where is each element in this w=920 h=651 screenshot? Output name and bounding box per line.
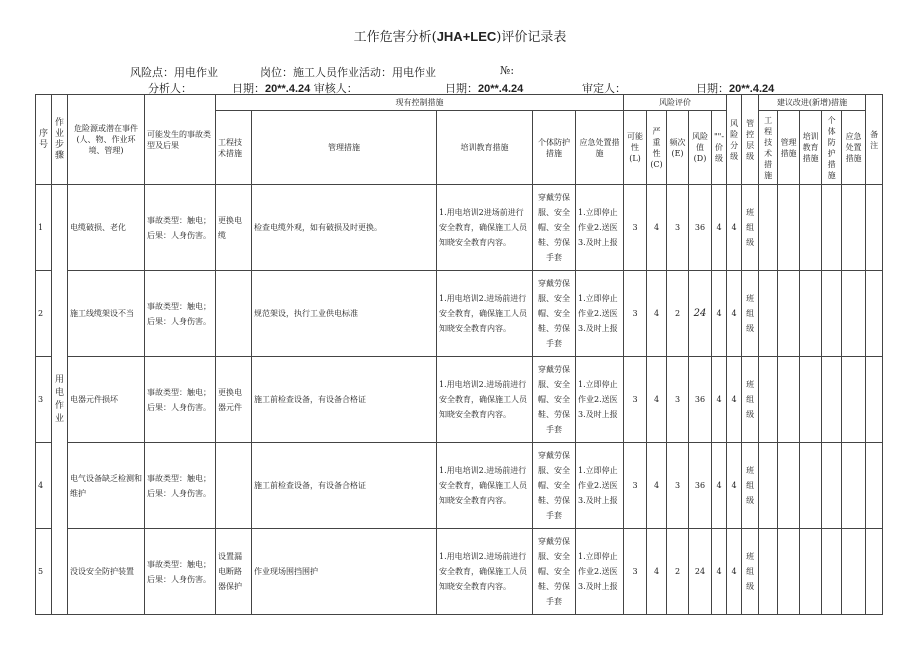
header-remark: 备注 xyxy=(866,95,883,185)
row-training: 1.用电培训2.进场前进行安全教育，确保施工人员知晓安全教育内容。 xyxy=(437,529,533,615)
row-L: 3 xyxy=(624,357,647,443)
row-S: 4 xyxy=(647,357,667,443)
row-E: 3 xyxy=(667,357,689,443)
table-row xyxy=(36,271,883,357)
row-S: 4 xyxy=(647,529,667,615)
header-risk-eval: 风险评价 xyxy=(624,95,727,111)
row-management: 施工前检查设备，有设备合格证 xyxy=(252,357,437,443)
row-D: 36 xyxy=(689,443,712,529)
header-hazard: 危险源或潜在事件(人、物、作业环境、管理) xyxy=(68,95,145,185)
row-engineering: 更换电缆 xyxy=(216,185,252,271)
header-ppe: 个体防护措施 xyxy=(533,111,576,185)
row-D: 36 xyxy=(689,357,712,443)
row-D: 24 xyxy=(689,271,712,357)
row-engineering xyxy=(216,443,252,529)
row-grade: 4 xyxy=(727,185,742,271)
header-risk-grade: 风险分级 xyxy=(727,95,742,185)
row-training: 1.用电培训2.进场前进行安全教育，确保施工人员知晓安全教育内容。 xyxy=(437,271,533,357)
header-emergency: 应急处置措施 xyxy=(576,111,624,185)
row-D: 24 xyxy=(689,529,712,615)
row-E: 2 xyxy=(667,529,689,615)
row-grade: 4 xyxy=(727,443,742,529)
header-level: ""-价级 xyxy=(712,111,727,185)
row-management: 施工前检查设备，有设备合格证 xyxy=(252,443,437,529)
row-emergency: 1.立即停止作业2.送医3.及时上报 xyxy=(576,185,624,271)
row-S: 4 xyxy=(647,271,667,357)
header-consequence: 可能发生的事故类型及后果 xyxy=(145,95,216,185)
row-level: 4 xyxy=(712,185,727,271)
row-level: 4 xyxy=(712,271,727,357)
row-engineering xyxy=(216,271,252,357)
page-title: 工作危害分析(JHA+LEC)评价记录表 xyxy=(353,29,567,45)
row-level: 4 xyxy=(712,357,727,443)
row-E: 2 xyxy=(667,271,689,357)
row-training: 1.用电培训2.进场前进行安全教育，确保施工人员知晓安全教育内容。 xyxy=(437,357,533,443)
row-consequence: 事故类型：触电；后果：人身伤害。 xyxy=(145,185,216,271)
row-L: 3 xyxy=(624,185,647,271)
row-L: 3 xyxy=(624,443,647,529)
row-seq: 1 xyxy=(36,185,52,271)
row-consequence: 事故类型：触电；后果：人身伤害。 xyxy=(145,443,216,529)
row-level: 4 xyxy=(712,443,727,529)
row-engineering: 更换电器元件 xyxy=(216,357,252,443)
row-engineering: 设置漏电断路器保护 xyxy=(216,529,252,615)
approval-date: 日期：20**.4.24 xyxy=(696,82,775,95)
row-hazard: 电器元件损坏 xyxy=(68,357,145,443)
header-suggest: 建议改进(新增)措施 xyxy=(759,95,866,111)
header-s-emer: 应急处置措施 xyxy=(842,111,866,185)
row-grade: 4 xyxy=(727,357,742,443)
row-ctrl: 班组级 xyxy=(742,443,759,529)
jha-table xyxy=(35,94,883,615)
row-seq: 2 xyxy=(36,271,52,357)
row-hazard: 电气设备缺乏检测和维护 xyxy=(68,443,145,529)
header-s-ppe: 个体防护措施 xyxy=(822,111,842,185)
record-number: №: xyxy=(500,64,515,77)
row-consequence: 事故类型：触电；后果：人身伤害。 xyxy=(145,357,216,443)
row-ctrl: 班组级 xyxy=(742,357,759,443)
row-seq: 5 xyxy=(36,529,52,615)
row-hazard: 没设安全防护装置 xyxy=(68,529,145,615)
header-s-mgmt: 管理措施 xyxy=(778,111,800,185)
row-ppe: 穿戴劳保服、安全帽、安全鞋、劳保手套 xyxy=(533,529,576,615)
row-grade: 4 xyxy=(727,529,742,615)
header-s-eng: 工程技术措施 xyxy=(759,111,778,185)
row-grade: 4 xyxy=(727,271,742,357)
header-current-controls: 现有控制措施 xyxy=(216,95,624,111)
header-seq: 序号 xyxy=(36,95,52,185)
row-E: 3 xyxy=(667,443,689,529)
row-ctrl: 班组级 xyxy=(742,271,759,357)
risk-point: 风险点：用电作业 xyxy=(130,66,218,79)
step-name: 用电作业 xyxy=(52,185,68,615)
row-training: 1.用电培训2进场前进行安全教育，确保施工人员知晓安全教育内容。 xyxy=(437,185,533,271)
row-L: 3 xyxy=(624,271,647,357)
row-emergency: 1.立即停止作业2.送医3.及时上报 xyxy=(576,357,624,443)
row-ctrl: 班组级 xyxy=(742,185,759,271)
row-S: 4 xyxy=(647,185,667,271)
row-consequence: 事故类型：触电；后果：人身伤害。 xyxy=(145,529,216,615)
analyst-date: 日期：20**.4.24 审核人： xyxy=(232,82,358,95)
table-row xyxy=(36,443,883,529)
row-hazard: 施工线缆架设不当 xyxy=(68,271,145,357)
row-consequence: 事故类型：触电；后果：人身伤害。 xyxy=(145,271,216,357)
row-S: 4 xyxy=(647,443,667,529)
row-management: 规范架设，执行工业供电标准 xyxy=(252,271,437,357)
header-D: 风险值(D) xyxy=(689,111,712,185)
row-ppe: 穿戴劳保服、安全帽、安全鞋、劳保手套 xyxy=(533,185,576,271)
header-L: 可能性(L) xyxy=(624,111,647,185)
row-hazard: 电缆破损、老化 xyxy=(68,185,145,271)
row-ctrl: 班组级 xyxy=(742,529,759,615)
header-step: 作业步骤 xyxy=(52,95,68,185)
row-management: 检查电缆外观，如有破损及时更换。 xyxy=(252,185,437,271)
row-ppe: 穿戴劳保服、安全帽、安全鞋、劳保手套 xyxy=(533,271,576,357)
row-emergency: 1.立即停止作业2.送医3.及时上报 xyxy=(576,529,624,615)
row-E: 3 xyxy=(667,185,689,271)
header-management: 管理措施 xyxy=(252,111,437,185)
header-ctrl-level: 管控层级 xyxy=(742,95,759,185)
row-L: 3 xyxy=(624,529,647,615)
row-level: 4 xyxy=(712,529,727,615)
review-date: 日期：20**.4.24 xyxy=(445,82,524,95)
header-E: 频次(E) xyxy=(667,111,689,185)
row-management: 作业现场围挡围护 xyxy=(252,529,437,615)
row-D: 36 xyxy=(689,185,712,271)
row-training: 1.用电培训2.进场前进行安全教育，确保施工人员知晓安全教育内容。 xyxy=(437,443,533,529)
row-ppe: 穿戴劳保服、安全帽、安全鞋、劳保手套 xyxy=(533,443,576,529)
header-S: 严重性(C) xyxy=(647,111,667,185)
row-ppe: 穿戴劳保服、安全帽、安全鞋、劳保手套 xyxy=(533,357,576,443)
table-row xyxy=(36,185,883,271)
row-emergency: 1.立即停止作业2.送医3.及时上报 xyxy=(576,271,624,357)
row-seq: 4 xyxy=(36,443,52,529)
table-row xyxy=(36,529,883,615)
row-emergency: 1.立即停止作业2.送医3.及时上报 xyxy=(576,443,624,529)
post-activity: 岗位：施工人员作业活动：用电作业 xyxy=(260,66,436,79)
header-training: 培训教育措施 xyxy=(437,111,533,185)
header-s-train: 培训教育措施 xyxy=(800,111,822,185)
header-engineering: 工程技术措施 xyxy=(216,111,252,185)
analyst-label: 分析人： xyxy=(148,82,192,95)
table-row xyxy=(36,357,883,443)
approver-label: 审定人： xyxy=(582,82,626,95)
row-seq: 3 xyxy=(36,357,52,443)
